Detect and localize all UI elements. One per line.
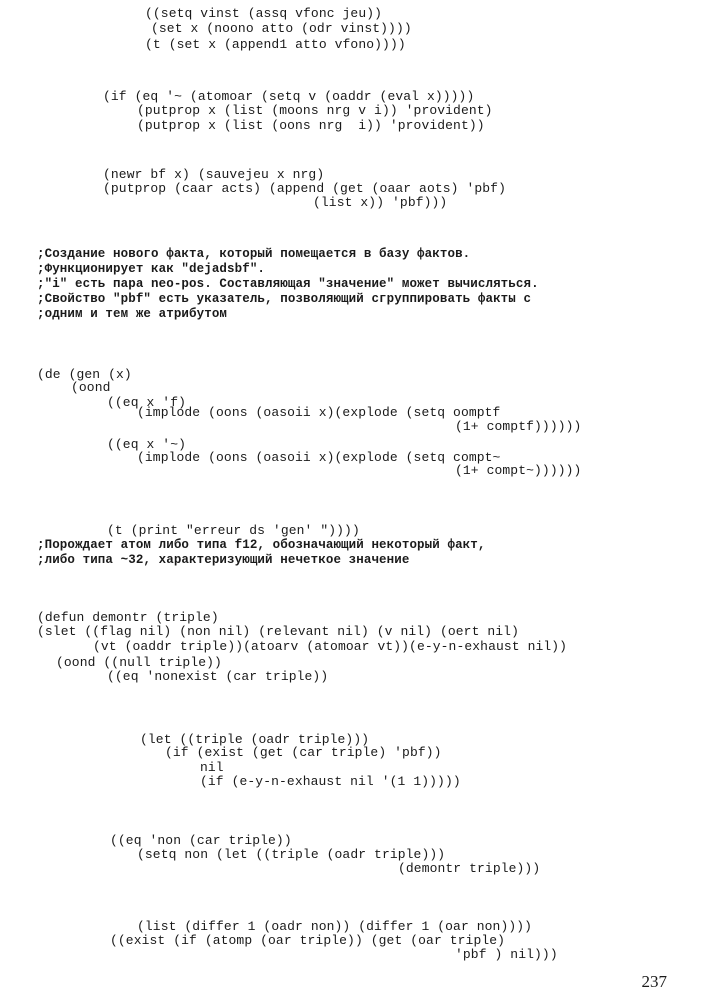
code-line: (implode (oons (oasoii x)(explode (setq compt~: [137, 450, 501, 465]
code-line: ((eq 'nonexist (car triple)): [107, 669, 329, 684]
comment-line: ;либо типа ~32, характеризующий нечеткое значение: [37, 553, 410, 567]
page-number: 237: [641, 972, 667, 991]
code-line: (1+ comptf)))))): [455, 419, 582, 434]
comment-line: ;Свойство "pbf" есть указатель, позволяющий сгруппировать факты с: [37, 292, 532, 306]
code-line: ((setq vinst (assq vfonc jeu)): [145, 6, 383, 21]
code-line: (putprop (caar acts) (append (get (oaar aots) 'pbf): [103, 181, 506, 196]
code-line: (demontr triple))): [398, 861, 541, 876]
code-line: (slet ((flag nil) (non nil) (relevant nil) (v nil) (oert nil): [37, 624, 519, 639]
code-line: (t (print "erreur ds 'gen' ")))): [107, 523, 360, 538]
code-line: (putprop x (list (oons nrg i)) 'provident)): [137, 118, 485, 133]
code-line: (list (differ 1 (oadr non)) (differ 1 (oar non)))): [137, 919, 533, 934]
code-line: (let ((triple (oadr triple))): [140, 732, 370, 747]
code-line: (if (exist (get (car triple) 'pbf)): [165, 745, 442, 760]
code-line: (oond: [71, 380, 111, 395]
code-line: ((eq x '~): [107, 437, 187, 452]
code-line: 'pbf ) nil))): [455, 947, 558, 962]
code-line: nil: [200, 760, 224, 775]
code-line: ((eq 'non (car triple)): [110, 833, 292, 848]
comment-line: ;одним и тем же атрибутом: [37, 307, 228, 321]
code-line: (list x)) 'pbf))): [313, 195, 448, 210]
code-line: (set x (noono atto (odr vinst)))): [151, 21, 412, 36]
code-line: (1+ compt~)))))): [455, 463, 582, 478]
comment-line: ;Порождает атом либо типа f12, обозначающий некоторый факт,: [37, 538, 486, 552]
code-line: (newr bf x) (sauvejeu x nrg): [103, 167, 325, 182]
code-line: ((eq x 'f): [107, 395, 187, 410]
code-line: (defun demontr (triple): [37, 610, 219, 625]
comment-line: ;Создание нового факта, который помещается в базу фактов.: [37, 247, 471, 261]
code-line: (setq non (let ((triple (oadr triple))): [137, 847, 446, 862]
code-line: (oond ((null triple)): [56, 655, 222, 670]
code-line: (de (gen (x): [37, 367, 132, 382]
comment-line: ;Функционирует как "dejadsbf".: [37, 262, 266, 276]
comment-line: ;"i" есть пара neo-pos. Составляющая "значение" может вычисляться.: [37, 277, 539, 291]
code-line: (t (set x (append1 atto vfono)))): [145, 37, 406, 52]
code-line: (implode (oons (oasoii x)(explode (setq oomptf: [137, 405, 501, 420]
code-line: (putprop x (list (moons nrg v i)) 'provident): [137, 103, 493, 118]
code-line: (if (e-y-n-exhaust nil '(1 1))))): [200, 774, 461, 789]
code-line: ((exist (if (atomp (oar triple)) (get (oar triple): [110, 933, 506, 948]
code-line: (vt (oaddr triple))(atoarv (atomoar vt))(e-y-n-exhaust nil)): [93, 639, 568, 654]
code-line: (if (eq '~ (atomoar (setq v (oaddr (eval x))))): [103, 89, 475, 104]
